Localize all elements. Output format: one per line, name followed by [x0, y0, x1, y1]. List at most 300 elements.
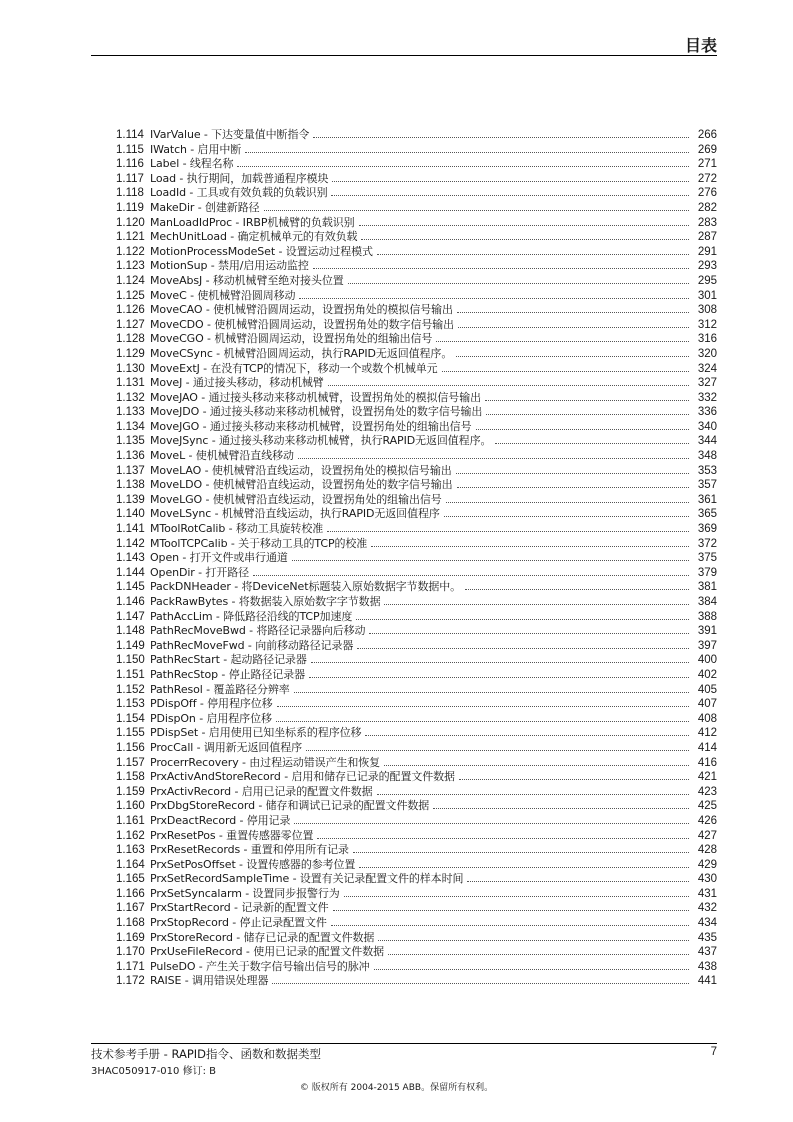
- page-header-title: 目表: [684, 36, 717, 55]
- toc-dot-leader: [276, 721, 689, 722]
- toc-entry-page[interactable]: 266: [697, 129, 717, 141]
- toc-entry[interactable]: [116, 376, 717, 391]
- toc-dot-leader: [333, 910, 689, 911]
- toc-dot-leader: [486, 414, 689, 415]
- toc-entry-title[interactable]: MoveAbsJ - 移动机械臂至绝对接头位置: [150, 273, 344, 287]
- toc-entry[interactable]: [116, 639, 717, 654]
- toc-entry-page[interactable]: 365: [697, 508, 717, 521]
- toc-entry-title[interactable]: PathAccLim - 降低路径沿线的TCP加速度: [150, 609, 353, 623]
- toc-dot-leader: [237, 166, 689, 167]
- toc-dot-leader: [388, 954, 689, 955]
- toc-entry[interactable]: [116, 143, 717, 158]
- toc-entry-title[interactable]: MoveJGO - 通过接头移动来移动机械臂，设置拐角处的组输出信号: [150, 419, 472, 433]
- toc-dot-leader: [359, 225, 689, 226]
- toc-entry-title[interactable]: MoveLDO - 使机械臂沿直线运动，设置拐角处的数字信号输出: [150, 478, 453, 492]
- toc-entry-number: 1.167: [116, 902, 145, 915]
- toc-entry-title[interactable]: PrxResetPos - 重置传感器零位置: [150, 828, 314, 842]
- toc-entry-number: 1.134: [116, 420, 145, 433]
- toc-entry-title[interactable]: MoveLAO - 使机械臂沿直线运动，设置拐角处的模拟信号输出: [150, 463, 452, 477]
- toc-entry-number: 1.161: [116, 814, 145, 827]
- toc-entry-number: 1.171: [116, 960, 145, 973]
- toc-dot-leader: [299, 298, 689, 299]
- toc-entry-page[interactable]: 412: [697, 727, 717, 740]
- toc-dot-leader: [292, 560, 689, 561]
- toc-entry-title[interactable]: PrxActivRecord - 启用已记录的配置文件数据: [150, 784, 373, 798]
- toc-entry[interactable]: [116, 201, 717, 216]
- toc-entry-title[interactable]: PrxResetRecords - 重置和停用所有记录: [150, 843, 349, 857]
- toc-entry-number: 1.128: [116, 333, 145, 346]
- toc-entry-title[interactable]: MToolTCPCalib - 关于移动工具的TCP的校准: [150, 536, 368, 550]
- toc-entry[interactable]: [116, 449, 717, 464]
- toc-entry-title[interactable]: PathRecMoveBwd - 将路径记录器向后移动: [150, 624, 366, 638]
- toc-entry-page[interactable]: 428: [697, 844, 717, 857]
- toc-entry-page[interactable]: 427: [697, 829, 717, 842]
- toc-entry-page[interactable]: 429: [697, 858, 717, 871]
- toc-entry-page[interactable]: 426: [697, 814, 717, 827]
- toc-entry-page[interactable]: 400: [697, 654, 717, 667]
- toc-entry[interactable]: [116, 507, 717, 522]
- toc-entry-page[interactable]: 327: [697, 377, 717, 390]
- toc-entry-number: 1.123: [116, 260, 145, 273]
- toc-entry[interactable]: [116, 945, 717, 960]
- toc-dot-leader: [476, 429, 690, 430]
- toc-entry-page[interactable]: 397: [697, 639, 717, 652]
- toc-entry-page[interactable]: 293: [697, 260, 717, 273]
- toc-entry-title[interactable]: MechUnitLoad - 确定机械单元的有效负载: [150, 230, 358, 244]
- toc-entry-title[interactable]: ManLoadIdProc - IRBP机械臂的负载识别: [150, 215, 355, 229]
- toc-entry-title[interactable]: PrxStartRecord - 记录新的配置文件: [150, 901, 329, 915]
- toc-dot-leader: [378, 940, 689, 941]
- toc-entry[interactable]: [116, 493, 717, 508]
- toc-entry-page[interactable]: 441: [697, 975, 717, 988]
- toc-entry-title[interactable]: PDispOff - 停用程序位移: [150, 697, 273, 711]
- toc-entry-number: 1.142: [116, 537, 145, 550]
- toc-entry[interactable]: [116, 887, 717, 902]
- toc-entry-title[interactable]: PathResol - 覆盖路径分辨率: [150, 682, 290, 696]
- toc-dot-leader: [317, 838, 689, 839]
- toc-entry[interactable]: [116, 303, 717, 318]
- toc-entry-title[interactable]: PathRecMoveFwd - 向前移动路径记录器: [150, 638, 354, 652]
- toc-entry-number: 1.165: [116, 873, 145, 886]
- toc-entry-number: 1.172: [116, 975, 145, 988]
- header-divider: [91, 55, 717, 56]
- toc-entry[interactable]: [116, 157, 717, 172]
- toc-dot-leader: [245, 152, 689, 153]
- toc-entry[interactable]: [116, 741, 717, 756]
- toc-entry[interactable]: [116, 872, 717, 887]
- toc-entry-page[interactable]: 384: [697, 596, 717, 608]
- toc-entry-page[interactable]: 405: [697, 683, 717, 696]
- toc-entry-number: 1.154: [116, 712, 145, 725]
- toc-dot-leader: [332, 181, 689, 182]
- toc-entry-title[interactable]: MotionProcessModeSet - 设置运动过程模式: [150, 244, 373, 258]
- toc-entry-page[interactable]: 438: [697, 960, 717, 973]
- toc-entry[interactable]: [116, 230, 717, 245]
- toc-entry-number: 1.169: [116, 931, 145, 944]
- toc-entry-title[interactable]: PrxSetSyncalarm - 设置同步报警行为: [150, 886, 340, 900]
- toc-entry-number: 1.140: [116, 508, 145, 521]
- toc-entry-number: 1.156: [116, 741, 145, 754]
- toc-entry[interactable]: [116, 172, 717, 187]
- toc-entry[interactable]: [116, 624, 717, 639]
- toc-dot-leader: [309, 677, 689, 678]
- toc-dot-leader: [277, 706, 689, 707]
- toc-entry-title[interactable]: MoveCSync - 机械臂沿圆周运动，执行RAPID无返回值程序。: [150, 346, 453, 360]
- toc-entry[interactable]: [116, 712, 717, 727]
- toc-entry-number: 1.143: [116, 552, 145, 565]
- toc-entry[interactable]: [116, 770, 717, 785]
- toc-entry-title[interactable]: MoveExtJ - 在没有TCP的情况下，移动一个或数个机械单元: [150, 361, 438, 375]
- toc-dot-leader: [294, 692, 689, 693]
- toc-entry-title[interactable]: MotionSup - 禁用/启用运动监控: [150, 259, 309, 273]
- footer-divider: [91, 1043, 717, 1044]
- toc-entry-title[interactable]: PrxActivAndStoreRecord - 启用和储存已记录的配置文件数据: [150, 770, 455, 784]
- toc-entry-page[interactable]: 283: [697, 216, 717, 229]
- toc-entry-title[interactable]: PathRecStop - 停止路径记录器: [150, 667, 305, 681]
- toc-entry-number: 1.147: [116, 610, 145, 623]
- toc-entry-page[interactable]: 295: [697, 274, 717, 287]
- toc-entry-title[interactable]: MoveCAO - 使机械臂沿圆周运动，设置拐角处的模拟信号输出: [150, 303, 453, 317]
- toc-entry-title[interactable]: PackRawBytes - 将数据装入原始数字字节数据: [150, 595, 381, 608]
- toc-entry-title[interactable]: PulseDO - 产生关于数字信号输出信号的脉冲: [150, 959, 370, 973]
- toc-entry-page[interactable]: 269: [697, 143, 717, 156]
- toc-entry-page[interactable]: 432: [697, 902, 717, 915]
- toc-entry-page[interactable]: 375: [697, 552, 717, 565]
- toc-dot-leader: [377, 794, 689, 795]
- toc-entry-title[interactable]: PrxSetPosOffset - 设置传感器的参考位置: [150, 857, 356, 871]
- toc-entry-title[interactable]: OpenDir - 打开路径: [150, 565, 249, 579]
- toc-dot-leader: [327, 531, 689, 532]
- toc-entry-number: 1.122: [116, 245, 145, 258]
- toc-entry-title[interactable]: ProcCall - 调用新无返回值程序: [150, 740, 302, 754]
- toc-dot-leader: [365, 735, 689, 736]
- toc-entry-number: 1.127: [116, 318, 145, 331]
- toc-entry[interactable]: [116, 405, 717, 420]
- toc-entry-title[interactable]: RAISE - 调用错误处理器: [150, 974, 269, 988]
- toc-dot-leader: [384, 604, 689, 605]
- toc-entry-number: 1.126: [116, 304, 145, 317]
- toc-entry-title[interactable]: MoveJDO - 通过接头移动来移动机械臂，设置拐角处的数字信号输出: [150, 405, 483, 419]
- toc-entry-page[interactable]: 391: [697, 625, 717, 638]
- toc-entry-number: 1.151: [116, 668, 145, 681]
- toc-entry-page[interactable]: 291: [697, 245, 717, 258]
- toc-entry-number: 1.116: [116, 158, 144, 171]
- toc-entry-page[interactable]: 357: [697, 479, 717, 492]
- toc-entry-page[interactable]: 414: [697, 741, 717, 754]
- toc-entry-number: 1.114: [116, 129, 144, 141]
- toc-entry[interactable]: [116, 960, 717, 975]
- toc-entry-page[interactable]: 425: [697, 800, 717, 813]
- toc-entry-number: 1.162: [116, 829, 145, 842]
- toc-entry[interactable]: [116, 683, 717, 698]
- toc-entry[interactable]: [116, 420, 717, 435]
- toc-entry[interactable]: [116, 653, 717, 668]
- toc-entry-page[interactable]: 344: [697, 435, 717, 448]
- toc-entry-page[interactable]: 332: [697, 391, 717, 404]
- toc-entry-number: 1.160: [116, 800, 145, 813]
- toc-entry-page[interactable]: 271: [697, 158, 717, 171]
- toc-entry-title[interactable]: MoveCGO - 机械臂沿圆周运动，设置拐角处的组输出信号: [150, 332, 433, 346]
- toc-entry[interactable]: [116, 128, 717, 143]
- toc-entry[interactable]: [116, 537, 717, 552]
- toc-entry-page[interactable]: 361: [697, 493, 717, 506]
- toc-entry-number: 1.121: [116, 231, 145, 244]
- toc-dot-leader: [444, 516, 689, 517]
- toc-entry[interactable]: [116, 259, 717, 274]
- toc-entry-title[interactable]: PrxDeactRecord - 停用记录: [150, 813, 291, 827]
- toc-entry[interactable]: [116, 332, 717, 347]
- toc-dot-leader: [433, 808, 689, 809]
- toc-entry-number: 1.139: [116, 493, 145, 506]
- toc-entry-number: 1.120: [116, 216, 145, 229]
- toc-dot-leader: [311, 662, 689, 663]
- toc-entry-page[interactable]: 423: [697, 785, 717, 798]
- toc-entry-page[interactable]: 276: [697, 187, 717, 200]
- toc-dot-leader: [353, 852, 689, 853]
- toc-entry-number: 1.118: [116, 187, 144, 200]
- toc-entry[interactable]: [116, 756, 717, 771]
- toc-entry-number: 1.168: [116, 917, 145, 930]
- toc-entry-title[interactable]: ProcerrRecovery - 由过程运动错误产生和恢复: [150, 755, 381, 769]
- toc-dot-leader: [456, 356, 689, 357]
- toc-entry[interactable]: [116, 814, 717, 829]
- toc-entry[interactable]: [116, 726, 717, 741]
- toc-dot-leader: [465, 589, 689, 590]
- toc-entry-number: 1.124: [116, 274, 145, 287]
- toc-dot-leader: [348, 283, 689, 284]
- toc-entry-page[interactable]: 407: [697, 698, 717, 711]
- toc-entry-title[interactable]: Load - 执行期间，加载普通程序模块: [150, 171, 329, 185]
- toc-entry-number: 1.170: [116, 946, 145, 959]
- toc-entry[interactable]: [116, 785, 717, 800]
- toc-entry-number: 1.164: [116, 858, 145, 871]
- toc-dot-leader: [446, 502, 689, 503]
- toc-entry-page[interactable]: 402: [697, 668, 717, 681]
- toc-entry-page[interactable]: 416: [697, 756, 717, 769]
- toc-entry-title[interactable]: MoveJ - 通过接头移动，移动机械臂: [150, 376, 324, 390]
- toc-entry-title[interactable]: PDispSet - 启用使用已知坐标系的程序位移: [150, 726, 362, 740]
- toc-entry-page[interactable]: 301: [697, 289, 717, 302]
- toc-entry-number: 1.117: [116, 172, 144, 185]
- toc-entry-number: 1.150: [116, 654, 145, 667]
- toc-entry-page[interactable]: 431: [697, 887, 717, 900]
- toc-dot-leader: [328, 385, 689, 386]
- toc-entry[interactable]: [116, 610, 717, 625]
- toc-dot-leader: [357, 648, 689, 649]
- toc-dot-leader: [377, 254, 689, 255]
- toc-entry[interactable]: [116, 391, 717, 406]
- toc-entry-number: 1.163: [116, 844, 145, 857]
- toc-entry-title[interactable]: MoveL - 使机械臂沿直线移动: [150, 449, 294, 463]
- toc-entry[interactable]: [116, 931, 717, 946]
- toc-dot-leader: [313, 268, 689, 269]
- toc-dot-leader: [436, 341, 689, 342]
- toc-dot-leader: [458, 327, 689, 328]
- toc-dot-leader: [459, 779, 689, 780]
- toc-entry[interactable]: [116, 858, 717, 873]
- toc-entry[interactable]: [116, 464, 717, 479]
- toc-dot-leader: [371, 546, 689, 547]
- toc-entry-title[interactable]: MoveLGO - 使机械臂沿直线运动，设置拐角处的组输出信号: [150, 492, 442, 506]
- toc-dot-leader: [264, 210, 690, 211]
- toc-entry[interactable]: [116, 595, 717, 610]
- toc-entry-title[interactable]: MakeDir - 创建新路径: [150, 200, 260, 214]
- toc-entry-page[interactable]: 287: [697, 231, 717, 244]
- toc-dot-leader: [457, 312, 689, 313]
- toc-dot-leader: [313, 137, 689, 138]
- toc-entry[interactable]: [116, 289, 717, 304]
- toc-entry-number: 1.125: [116, 289, 145, 302]
- toc-entry[interactable]: [116, 434, 717, 449]
- toc-dot-leader: [359, 867, 689, 868]
- toc-dot-leader: [331, 925, 689, 926]
- toc-entry-page[interactable]: 272: [697, 172, 717, 185]
- toc-entry-title[interactable]: PathRecStart - 起动路径记录器: [150, 653, 307, 667]
- toc-entry-page[interactable]: 381: [697, 581, 717, 594]
- toc-entry-page[interactable]: 282: [697, 201, 717, 214]
- toc-entry-page[interactable]: 336: [697, 406, 717, 419]
- toc-entry-number: 1.129: [116, 347, 145, 360]
- toc-dot-leader: [457, 487, 689, 488]
- toc-dot-leader: [306, 750, 689, 751]
- toc-entry-number: 1.130: [116, 362, 145, 375]
- toc-entry-page[interactable]: 421: [697, 771, 717, 784]
- toc-entry-page[interactable]: 340: [697, 420, 717, 433]
- toc-entry[interactable]: [116, 347, 717, 362]
- toc-dot-leader: [485, 400, 689, 401]
- toc-entry-title[interactable]: PackDNHeader - 将DeviceNet标题装入原始数据字节数据中。: [150, 580, 462, 594]
- toc-entry-number: 1.144: [116, 566, 145, 579]
- toc-entry-number: 1.135: [116, 435, 145, 448]
- toc-entry-number: 1.131: [116, 377, 145, 390]
- toc-entry-title[interactable]: MoveJSync - 通过接头移动来移动机械臂，执行RAPID无返回值程序。: [150, 434, 492, 448]
- toc-entry-page[interactable]: 320: [697, 347, 717, 360]
- toc-entry-number: 1.141: [116, 523, 145, 536]
- toc-entry-page[interactable]: 434: [697, 917, 717, 930]
- toc-dot-leader: [356, 619, 689, 620]
- toc-entry-number: 1.166: [116, 887, 145, 900]
- toc-entry[interactable]: [116, 551, 717, 566]
- toc-entry-title[interactable]: PDispOn - 启用程序位移: [150, 711, 272, 725]
- toc-entry-title[interactable]: PrxDbgStoreRecord - 储存和调试已记录的配置文件数据: [150, 799, 430, 813]
- toc-dot-leader: [442, 371, 689, 372]
- toc-dot-leader: [467, 881, 689, 882]
- toc-entry-page[interactable]: 388: [697, 610, 717, 623]
- toc-entry-number: 1.137: [116, 464, 145, 477]
- toc-entry-title[interactable]: PrxUseFileRecord - 使用已记录的配置文件数据: [150, 945, 385, 959]
- toc-entry[interactable]: [116, 697, 717, 712]
- toc-entry-number: 1.136: [116, 450, 145, 463]
- toc-dot-leader: [369, 633, 689, 634]
- toc-entry-number: 1.159: [116, 785, 145, 798]
- toc-dot-leader: [361, 239, 689, 240]
- toc-entry-title[interactable]: PrxStopRecord - 停止记录配置文件: [150, 916, 327, 930]
- toc-entry[interactable]: [116, 362, 717, 377]
- toc-dot-leader: [294, 823, 689, 824]
- toc-entry-number: 1.158: [116, 771, 145, 784]
- toc-entry[interactable]: [116, 843, 717, 858]
- toc-entry-number: 1.115: [116, 143, 144, 156]
- toc-entry-title[interactable]: MToolRotCalib - 移动工具旋转校准: [150, 522, 324, 536]
- toc-entry-number: 1.152: [116, 683, 145, 696]
- footer-page-number: 7: [710, 1046, 717, 1058]
- toc-entry[interactable]: [116, 318, 717, 333]
- toc-entry-page[interactable]: 430: [697, 873, 717, 886]
- toc-entry-title[interactable]: PrxSetRecordSampleTime - 设置有关记录配置文件的样本时间: [150, 872, 464, 886]
- toc-entry-title[interactable]: MoveJAO - 通过接头移动来移动机械臂，设置拐角处的模拟信号输出: [150, 390, 481, 404]
- toc-entry[interactable]: [116, 522, 717, 537]
- toc-entry-page[interactable]: 372: [697, 537, 717, 550]
- toc-entry-title[interactable]: PrxStoreRecord - 储存已记录的配置文件数据: [150, 930, 375, 944]
- copyright-notice: © 版权所有 2004-2015 ABB。保留所有权利。: [299, 1083, 494, 1093]
- footer-document-id: 3HAC050917-010 修订: B: [91, 1066, 216, 1077]
- toc-entry[interactable]: [116, 829, 717, 844]
- toc-entry-number: 1.132: [116, 391, 145, 404]
- toc-dot-leader: [253, 575, 689, 576]
- toc-entry-number: 1.133: [116, 406, 145, 419]
- toc-dot-leader: [331, 195, 689, 196]
- toc-entry-title[interactable]: Open - 打开文件或串行通道: [150, 551, 288, 565]
- toc-entry[interactable]: [116, 901, 717, 916]
- toc-entry-page[interactable]: 437: [697, 946, 717, 959]
- toc-entry[interactable]: [116, 478, 717, 493]
- toc-entry[interactable]: [116, 916, 717, 931]
- toc-entry-title[interactable]: LoadId - 工具或有效负载的负载识别: [150, 186, 328, 200]
- toc-entry-title[interactable]: MoveC - 使机械臂沿圆周移动: [150, 288, 296, 302]
- toc-dot-leader: [384, 765, 689, 766]
- toc-entry-page[interactable]: 353: [697, 464, 717, 477]
- toc-entry-title[interactable]: Label - 线程名称: [150, 157, 234, 171]
- toc-dot-leader: [456, 473, 689, 474]
- toc-entry-number: 1.145: [116, 581, 145, 594]
- toc-entry-page[interactable]: 308: [697, 304, 717, 317]
- toc-entry-number: 1.157: [116, 756, 145, 769]
- toc-entry[interactable]: [116, 186, 717, 201]
- toc-entry[interactable]: [116, 974, 717, 989]
- toc-entry[interactable]: [116, 245, 717, 260]
- toc-entry-page[interactable]: 312: [697, 318, 717, 331]
- toc-entry-page[interactable]: 316: [697, 333, 717, 346]
- table-of-contents: [116, 128, 717, 989]
- toc-entry-number: 1.153: [116, 698, 145, 711]
- toc-entry-page[interactable]: 435: [697, 931, 717, 944]
- toc-entry-page[interactable]: 408: [697, 712, 717, 725]
- toc-entry-title[interactable]: MoveCDO - 使机械臂沿圆周运动，设置拐角处的数字信号输出: [150, 317, 455, 331]
- toc-entry-number: 1.146: [116, 596, 145, 608]
- toc-dot-leader: [344, 896, 689, 897]
- toc-entry-page[interactable]: 348: [697, 450, 717, 463]
- toc-entry-page[interactable]: 324: [697, 362, 717, 375]
- toc-entry-number: 1.149: [116, 639, 145, 652]
- toc-entry-title[interactable]: IWatch - 启用中断: [150, 142, 242, 156]
- toc-entry[interactable]: [116, 668, 717, 683]
- toc-entry-page[interactable]: 379: [697, 566, 717, 579]
- toc-entry[interactable]: [116, 580, 717, 595]
- toc-dot-leader: [298, 458, 689, 459]
- toc-entry-number: 1.148: [116, 625, 145, 638]
- toc-entry-title[interactable]: MoveLSync - 机械臂沿直线运动，执行RAPID无返回值程序: [150, 507, 440, 521]
- toc-entry[interactable]: [116, 566, 717, 581]
- toc-entry[interactable]: [116, 799, 717, 814]
- toc-entry-title[interactable]: IVarValue - 下达变量值中断指令: [150, 128, 310, 141]
- toc-entry-number: 1.119: [116, 201, 144, 214]
- toc-entry[interactable]: [116, 216, 717, 231]
- toc-entry-page[interactable]: 369: [697, 523, 717, 536]
- toc-dot-leader: [495, 443, 689, 444]
- toc-entry[interactable]: [116, 274, 717, 289]
- toc-entry-number: 1.138: [116, 479, 145, 492]
- toc-dot-leader: [272, 983, 689, 984]
